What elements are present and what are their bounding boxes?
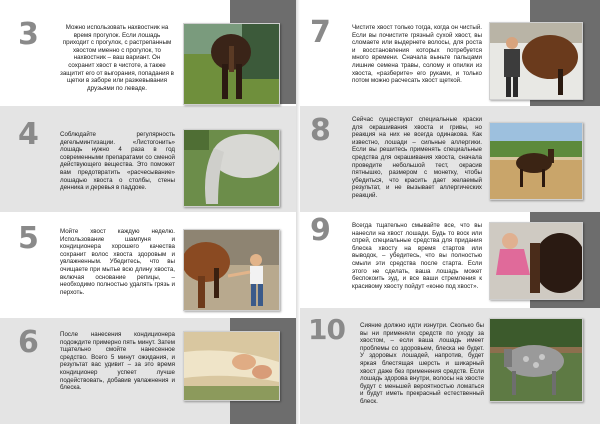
tip-10-text: Сияние должно идти изнутри. Сколько бы вы ни применяли средств по уходу за хвостом, – если ваша лошадь имеет проблемы со здоровьем, блеска не будет. У здоровых лошадей, напротив, будет яркая блестящая шерсть и шикарный хвост даже без применения средств. Если лошадь здорова внутри, волосы на хвосте будут с меньшей вероятностью ломаться и будут иметь прекрасный естественный блеск. (360, 322, 484, 405)
hands-brushing-tail-photo (183, 331, 280, 401)
tip-4-number: 4 (18, 117, 38, 152)
tip-9-text: Всегда тщательно смывайте все, что вы нанесли на хвост лошади. Будь то воск или спрей, специальные средства для придания блеска хвосту на время стартов или выводок, – убедитесь, что вы полностью смыли эти средства после старта. Если этого не сделать, ваша лошадь может беспокоить зуд, и все ваши стремления к красивому хвосту пойдут «коню под хвост». (352, 222, 482, 290)
tip-8-text: Сейчас существуют специальные краски для окрашивания хвоста и гривы, но реакция на них не всегда одинакова. Как известно, лошади – сильные аллергики. Если вы решитесь применять специальные средства для окрашивания хвоста, сначала проведите небольшой тест, окрасив пятнышко, размером с монетку, чтобы убедиться, что красить дает желаемый результат, и не вызывает аллергических реакций. (352, 116, 482, 199)
tip-5-text: Мойте хвост каждую неделю. Использование шампуня и кондиционера хорошего качества сохранит волос хвоста здоровым и увлажненным. Убедитесь, что вы очищаете при мытье всю длину хвоста, включая основание репицы, – необходимо полностью удалять грязь и перхоть. (60, 228, 175, 296)
tip-8-number: 8 (310, 113, 330, 148)
tip-10-number: 10 (308, 313, 345, 346)
dapple-grey-horse-photo (489, 318, 583, 402)
tip-4-text: Соблюдайте регулярность дегельминтизации. «Листогонить» лошадь нужно 4 раза в год современными препаратами со сменой действующего вещества. Это поможет вам предотвратить «расчесывание» лошадью хвоста о столбы, стены денника и деревья в паддоке. (60, 131, 175, 192)
tip-3-text: Можно использовать нахвостник на время прогулок. Если лошадь приходит с прогулок, с растрепанным хвостом именно с прогулок, то нахвостник – ваш вариант. Он сохранит хвост в чистоте, а также защитит его от выгорания, попадания в щетки в заборе или разжевывания друзьями по леваде. (60, 24, 174, 92)
bay-horse-paddock-photo (489, 122, 583, 200)
tip-3-number: 3 (18, 17, 38, 52)
tip-9-number: 9 (310, 213, 330, 248)
groomer-washing-tail-photo (489, 222, 583, 300)
tip-5-number: 5 (18, 221, 38, 256)
washing-tail-photo (183, 229, 280, 311)
right-page (300, 0, 600, 424)
tip-7-text: Чистите хвост только тогда, когда он чистый. Если вы почистите грязный сухой хвост, вы сломаете или выдернете волосы, для роста и восстановления которых потребуется много времени. Сначала выньте пальцами лишние семена травы, солому и опилки из хвоста, «разберите» его руками, и только потом можно расчесать хвост щеткой. (352, 24, 482, 85)
woman-brushing-tail-photo (489, 22, 583, 100)
tip-6-text: После нанесения кондиционера подождите примерно пять минут. Затем тщательно смойте нанесенное средство. Всего 5 минут ожидания, и результат вас удивит – за это время кондиционер успеет лучше подействовать, добавив увлажнения и блеска. (60, 331, 175, 392)
tip-6-number: 6 (18, 325, 38, 360)
grey-horse-tail-photo (183, 129, 280, 207)
tip-7-number: 7 (310, 15, 330, 50)
horse-tail-wrap-photo (183, 23, 280, 105)
